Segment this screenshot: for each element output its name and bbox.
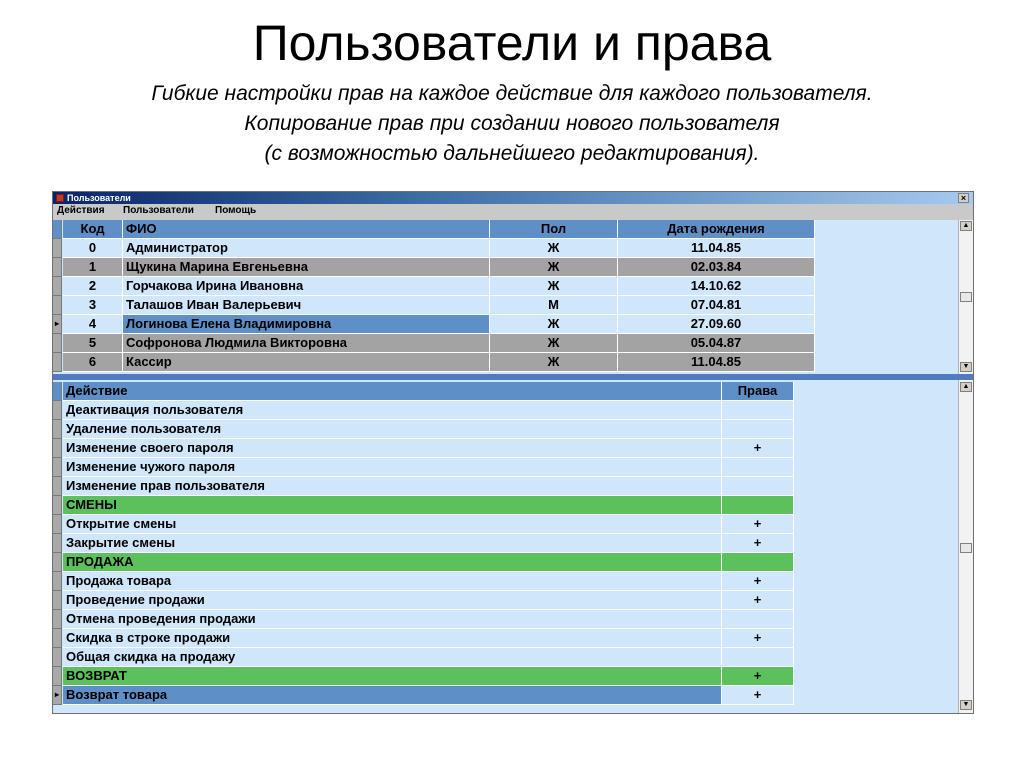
rights-action-cell[interactable]: Скидка в строке продажи <box>63 629 722 648</box>
col-header-name[interactable]: ФИО <box>123 220 490 239</box>
close-button[interactable]: × <box>958 193 969 203</box>
user-sex-cell[interactable]: Ж <box>490 277 618 296</box>
rights-row[interactable] <box>53 629 794 648</box>
user-name-cell[interactable]: Софронова Людмила Викторовна <box>123 334 490 353</box>
rights-row[interactable] <box>53 591 794 610</box>
row-indicator[interactable] <box>53 572 62 591</box>
rights-row[interactable] <box>53 572 794 591</box>
menubar <box>53 204 973 218</box>
user-birth-cell[interactable]: 14.10.62 <box>618 277 815 296</box>
row-indicator[interactable]: ▸ <box>53 686 62 705</box>
row-indicator[interactable]: ▸ <box>53 315 62 334</box>
header-indicator <box>53 220 62 239</box>
rights-action-cell[interactable]: СМЕНЫ <box>63 496 722 515</box>
row-indicator[interactable] <box>53 258 62 277</box>
rights-value-cell[interactable] <box>722 496 794 515</box>
row-indicator[interactable] <box>53 439 62 458</box>
row-indicator[interactable] <box>53 239 62 258</box>
row-indicator[interactable] <box>53 296 62 315</box>
rights-row[interactable] <box>53 458 794 477</box>
user-sex-cell[interactable]: Ж <box>490 258 618 277</box>
user-sex-cell[interactable]: М <box>490 296 618 315</box>
rights-action-cell[interactable]: Удаление пользователя <box>63 420 722 439</box>
rights-group-row[interactable] <box>53 553 794 572</box>
menu-actions[interactable]: Действия <box>57 205 105 216</box>
users-window <box>52 191 974 714</box>
row-indicator[interactable] <box>53 515 62 534</box>
rights-action-cell[interactable]: Открытие смены <box>63 515 722 534</box>
row-indicator[interactable] <box>53 401 62 420</box>
user-row[interactable] <box>53 296 815 315</box>
col-header-birth[interactable]: Дата рождения <box>618 220 815 239</box>
user-row[interactable] <box>53 353 815 372</box>
slide-subtitle-line-2: Копирование прав при создании нового пользователя <box>244 112 780 135</box>
rights-row[interactable] <box>53 534 794 553</box>
slide-subtitle-line-3: (с возможностью дальнейшего редактирования). <box>264 142 760 165</box>
users-grid-header <box>53 220 815 239</box>
user-sex-cell[interactable]: Ж <box>490 315 618 334</box>
rights-action-cell[interactable]: ПРОДАЖА <box>63 553 722 572</box>
rights-group-row[interactable] <box>53 667 794 686</box>
rights-value-cell[interactable] <box>722 401 794 420</box>
user-sex-cell[interactable]: Ж <box>490 353 618 372</box>
user-row[interactable] <box>53 258 815 277</box>
rights-action-cell[interactable]: Продажа товара <box>63 572 722 591</box>
user-sex-cell[interactable]: Ж <box>490 239 618 258</box>
rights-value-cell[interactable]: + <box>722 686 794 705</box>
user-row[interactable] <box>53 277 815 296</box>
rights-scroll-down-button[interactable]: ▼ <box>960 700 972 710</box>
row-indicator[interactable] <box>53 496 62 515</box>
rights-value-cell[interactable] <box>722 420 794 439</box>
row-indicator[interactable] <box>53 534 62 553</box>
menu-help[interactable]: Помощь <box>215 205 257 216</box>
slide-subtitle-line-1: Гибкие настройки прав на каждое действие для каждого пользователя. <box>151 82 873 105</box>
user-name-cell[interactable]: Щукина Марина Евгеньевна <box>123 258 490 277</box>
rights-scroll-thumb[interactable] <box>960 543 972 553</box>
user-name-cell[interactable]: Логинова Елена Владимировна <box>123 315 490 334</box>
row-indicator[interactable] <box>53 458 62 477</box>
row-indicator[interactable] <box>53 277 62 296</box>
rights-row[interactable] <box>53 420 794 439</box>
rights-action-cell[interactable]: Изменение своего пароля <box>63 439 722 458</box>
col-header-code[interactable]: Код <box>63 220 123 239</box>
rights-action-cell[interactable]: Изменение прав пользователя <box>63 477 722 496</box>
rights-action-cell[interactable]: Закрытие смены <box>63 534 722 553</box>
user-code-cell[interactable]: 1 <box>63 258 123 277</box>
rights-scroll-up-button[interactable]: ▲ <box>960 382 972 392</box>
user-code-cell[interactable]: 3 <box>63 296 123 315</box>
user-birth-cell[interactable]: 05.04.87 <box>618 334 815 353</box>
row-indicator[interactable] <box>53 667 62 686</box>
row-indicator[interactable] <box>53 334 62 353</box>
user-code-cell[interactable]: 0 <box>63 239 123 258</box>
row-indicator[interactable] <box>53 353 62 372</box>
rights-value-cell[interactable] <box>722 648 794 667</box>
rights-value-cell[interactable] <box>722 477 794 496</box>
row-indicator[interactable] <box>53 477 62 496</box>
user-code-cell[interactable]: 6 <box>63 353 123 372</box>
col-header-sex[interactable]: Пол <box>490 220 618 239</box>
row-indicator[interactable] <box>53 648 62 667</box>
window-title: Пользователи <box>67 193 131 203</box>
rights-value-cell[interactable]: + <box>722 439 794 458</box>
row-indicator[interactable] <box>53 420 62 439</box>
rights-value-cell[interactable] <box>722 458 794 477</box>
rights-action-cell[interactable]: Общая скидка на продажу <box>63 648 722 667</box>
user-birth-cell[interactable]: 27.09.60 <box>618 315 815 334</box>
col-header-action[interactable]: Действие <box>63 382 722 401</box>
rights-row[interactable] <box>53 648 794 667</box>
user-name-cell[interactable]: Кассир <box>123 353 490 372</box>
user-code-cell[interactable]: 4 <box>63 315 123 334</box>
rights-header-indicator <box>53 382 62 401</box>
user-code-cell[interactable]: 2 <box>63 277 123 296</box>
rights-value-cell[interactable] <box>722 553 794 572</box>
user-row[interactable] <box>53 239 815 258</box>
rights-row[interactable] <box>53 610 794 629</box>
rights-grid <box>53 380 958 713</box>
row-indicator[interactable] <box>53 591 62 610</box>
app-icon <box>56 194 64 202</box>
row-indicator[interactable] <box>53 629 62 648</box>
user-sex-cell[interactable]: Ж <box>490 334 618 353</box>
rights-value-cell[interactable]: + <box>722 591 794 610</box>
user-name-cell[interactable]: Талашов Иван Валерьевич <box>123 296 490 315</box>
user-name-cell[interactable]: Горчакова Ирина Ивановна <box>123 277 490 296</box>
user-birth-cell[interactable]: 02.03.84 <box>618 258 815 277</box>
user-birth-cell[interactable]: 11.04.85 <box>618 353 815 372</box>
rights-value-cell[interactable]: + <box>722 667 794 686</box>
rights-action-cell[interactable]: Деактивация пользователя <box>63 401 722 420</box>
users-grid <box>53 220 958 374</box>
rights-row[interactable] <box>53 401 794 420</box>
rights-value-cell[interactable]: + <box>722 572 794 591</box>
rights-action-cell[interactable]: Изменение чужого пароля <box>63 458 722 477</box>
rights-action-cell[interactable]: Возврат товара <box>63 686 722 705</box>
rights-value-cell[interactable]: + <box>722 515 794 534</box>
users-scroll-down-button[interactable]: ▼ <box>960 362 972 372</box>
user-name-cell[interactable]: Администратор <box>123 239 490 258</box>
rights-group-row[interactable] <box>53 496 794 515</box>
slide-title: Пользователи и права <box>252 15 772 71</box>
users-scroll-up-button[interactable]: ▲ <box>960 221 972 231</box>
rights-grid-header <box>53 382 794 401</box>
rights-action-cell[interactable]: Отмена проведения продажи <box>63 610 722 629</box>
rights-row[interactable] <box>53 686 794 705</box>
rights-scrollbar[interactable] <box>958 380 973 713</box>
user-row[interactable] <box>53 315 815 334</box>
rights-row[interactable] <box>53 477 794 496</box>
rights-value-cell[interactable] <box>722 610 794 629</box>
row-indicator[interactable] <box>53 610 62 629</box>
rights-action-cell[interactable]: Проведение продажи <box>63 591 722 610</box>
rights-action-cell[interactable]: ВОЗВРАТ <box>63 667 722 686</box>
rights-row[interactable] <box>53 439 794 458</box>
rights-value-cell[interactable]: + <box>722 534 794 553</box>
user-birth-cell[interactable]: 07.04.81 <box>618 296 815 315</box>
rights-row[interactable] <box>53 515 794 534</box>
user-birth-cell[interactable]: 11.04.85 <box>618 239 815 258</box>
window-titlebar[interactable] <box>53 192 973 204</box>
user-code-cell[interactable]: 5 <box>63 334 123 353</box>
rights-value-cell[interactable]: + <box>722 629 794 648</box>
users-scrollbar[interactable] <box>958 220 973 374</box>
user-row[interactable] <box>53 334 815 353</box>
menu-users[interactable]: Пользователи <box>123 205 194 216</box>
users-scroll-thumb[interactable] <box>960 292 972 302</box>
row-indicator[interactable] <box>53 553 62 572</box>
col-header-right[interactable]: Права <box>722 382 794 401</box>
